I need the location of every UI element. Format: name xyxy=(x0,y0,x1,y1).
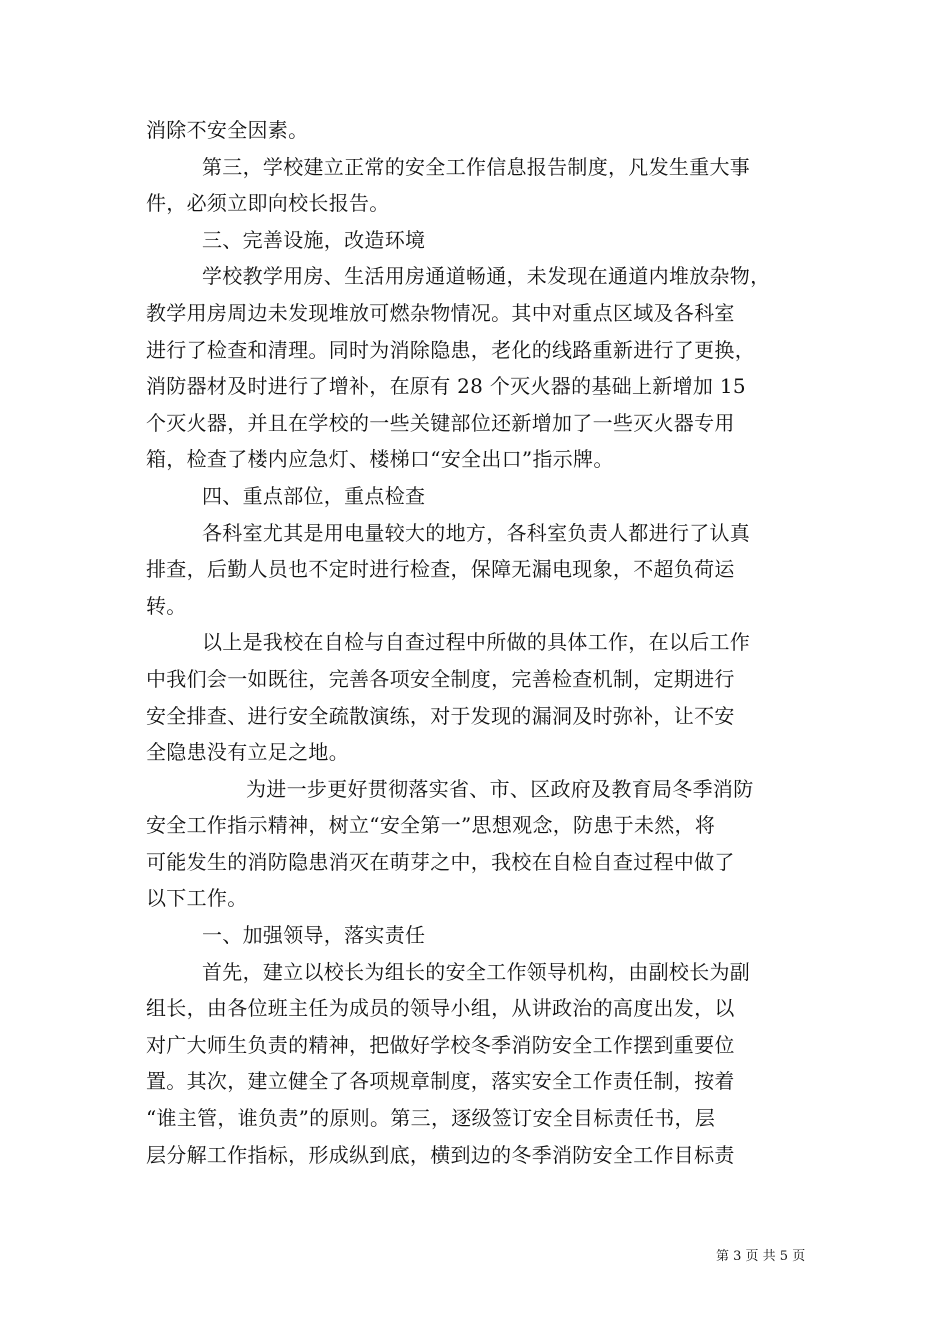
text-line: 第三，学校建立正常的安全工作信息报告制度，凡发生重大事 xyxy=(202,154,751,179)
section-heading: 四、重点部位，重点检查 xyxy=(202,483,426,508)
text-line: 置。其次，建立健全了各项规章制度，落实安全工作责任制，按着 xyxy=(146,1069,735,1094)
text-line: 排查，后勤人员也不定时进行检查，保障无漏电现象，不超负荷运 xyxy=(146,557,735,582)
text-line: 层分解工作指标，形成纵到底，横到边的冬季消防安全工作目标责 xyxy=(146,1142,735,1167)
section-heading: 一、加强领导，落实责任 xyxy=(202,923,426,948)
text-line: 个灭火器，并且在学校的一些关键部位还新增加了一些灭火器专用 xyxy=(146,410,735,435)
text-line: 首先，建立以校长为组长的安全工作领导机构，由副校长为副 xyxy=(202,959,751,984)
text-line: 件，必须立即向校长报告。 xyxy=(146,191,390,216)
document-body xyxy=(146,112,810,1173)
text-line: 为进一步更好贯彻落实省、市、区政府及教育局冬季消防 xyxy=(246,776,754,801)
text-line: 各科室尤其是用电量较大的地方，各科室负责人都进行了认真 xyxy=(202,520,751,545)
text-line: 进行了检查和清理。同时为消除隐患，老化的线路重新进行了更换， xyxy=(146,337,755,362)
text-line: 对广大师生负责的精神，把做好学校冬季消防安全工作摆到重要位 xyxy=(146,1032,735,1057)
text-line: 可能发生的消防隐患消灭在萌芽之中，我校在自检自查过程中做了 xyxy=(146,849,735,874)
text-line: 安全排查、进行安全疏散演练，对于发现的漏洞及时弥补，让不安 xyxy=(146,703,735,728)
text-line: 以上是我校在自检与自查过程中所做的具体工作，在以后工作 xyxy=(202,630,751,655)
text-line: 以下工作。 xyxy=(146,886,248,911)
text-line: 箱，检查了楼内应急灯、楼梯口“安全出口”指示牌。 xyxy=(146,447,614,472)
page-number-footer: 第 3 页 共 5 页 xyxy=(716,1249,806,1264)
section-heading: 三、完善设施，改造环境 xyxy=(202,227,426,252)
text-line: 转。 xyxy=(146,593,187,618)
text-line: 中我们会一如既往，完善各项安全制度，完善检查机制，定期进行 xyxy=(146,666,735,691)
text-line: 组长，由各位班主任为成员的领导小组，从讲政治的高度出发，以 xyxy=(146,996,735,1021)
text-line: 教学用房周边未发现堆放可燃杂物情况。其中对重点区域及各科室 xyxy=(146,300,735,325)
text-line: “谁主管，谁负责”的原则。第三，逐级签订安全目标责任书，层 xyxy=(146,1106,716,1131)
text-line: 安全工作指示精神，树立“安全第一”思想观念，防患于未然，将 xyxy=(146,813,716,838)
text-line: 消防器材及时进行了增补，在原有 28 个灭火器的基础上新增加 15 xyxy=(146,374,746,399)
text-line: 学校教学用房、生活用房通道畅通，未发现在通道内堆放杂物， xyxy=(202,264,771,289)
text-line: 消除不安全因素。 xyxy=(146,118,309,142)
text-line: 全隐患没有立足之地。 xyxy=(146,740,349,765)
